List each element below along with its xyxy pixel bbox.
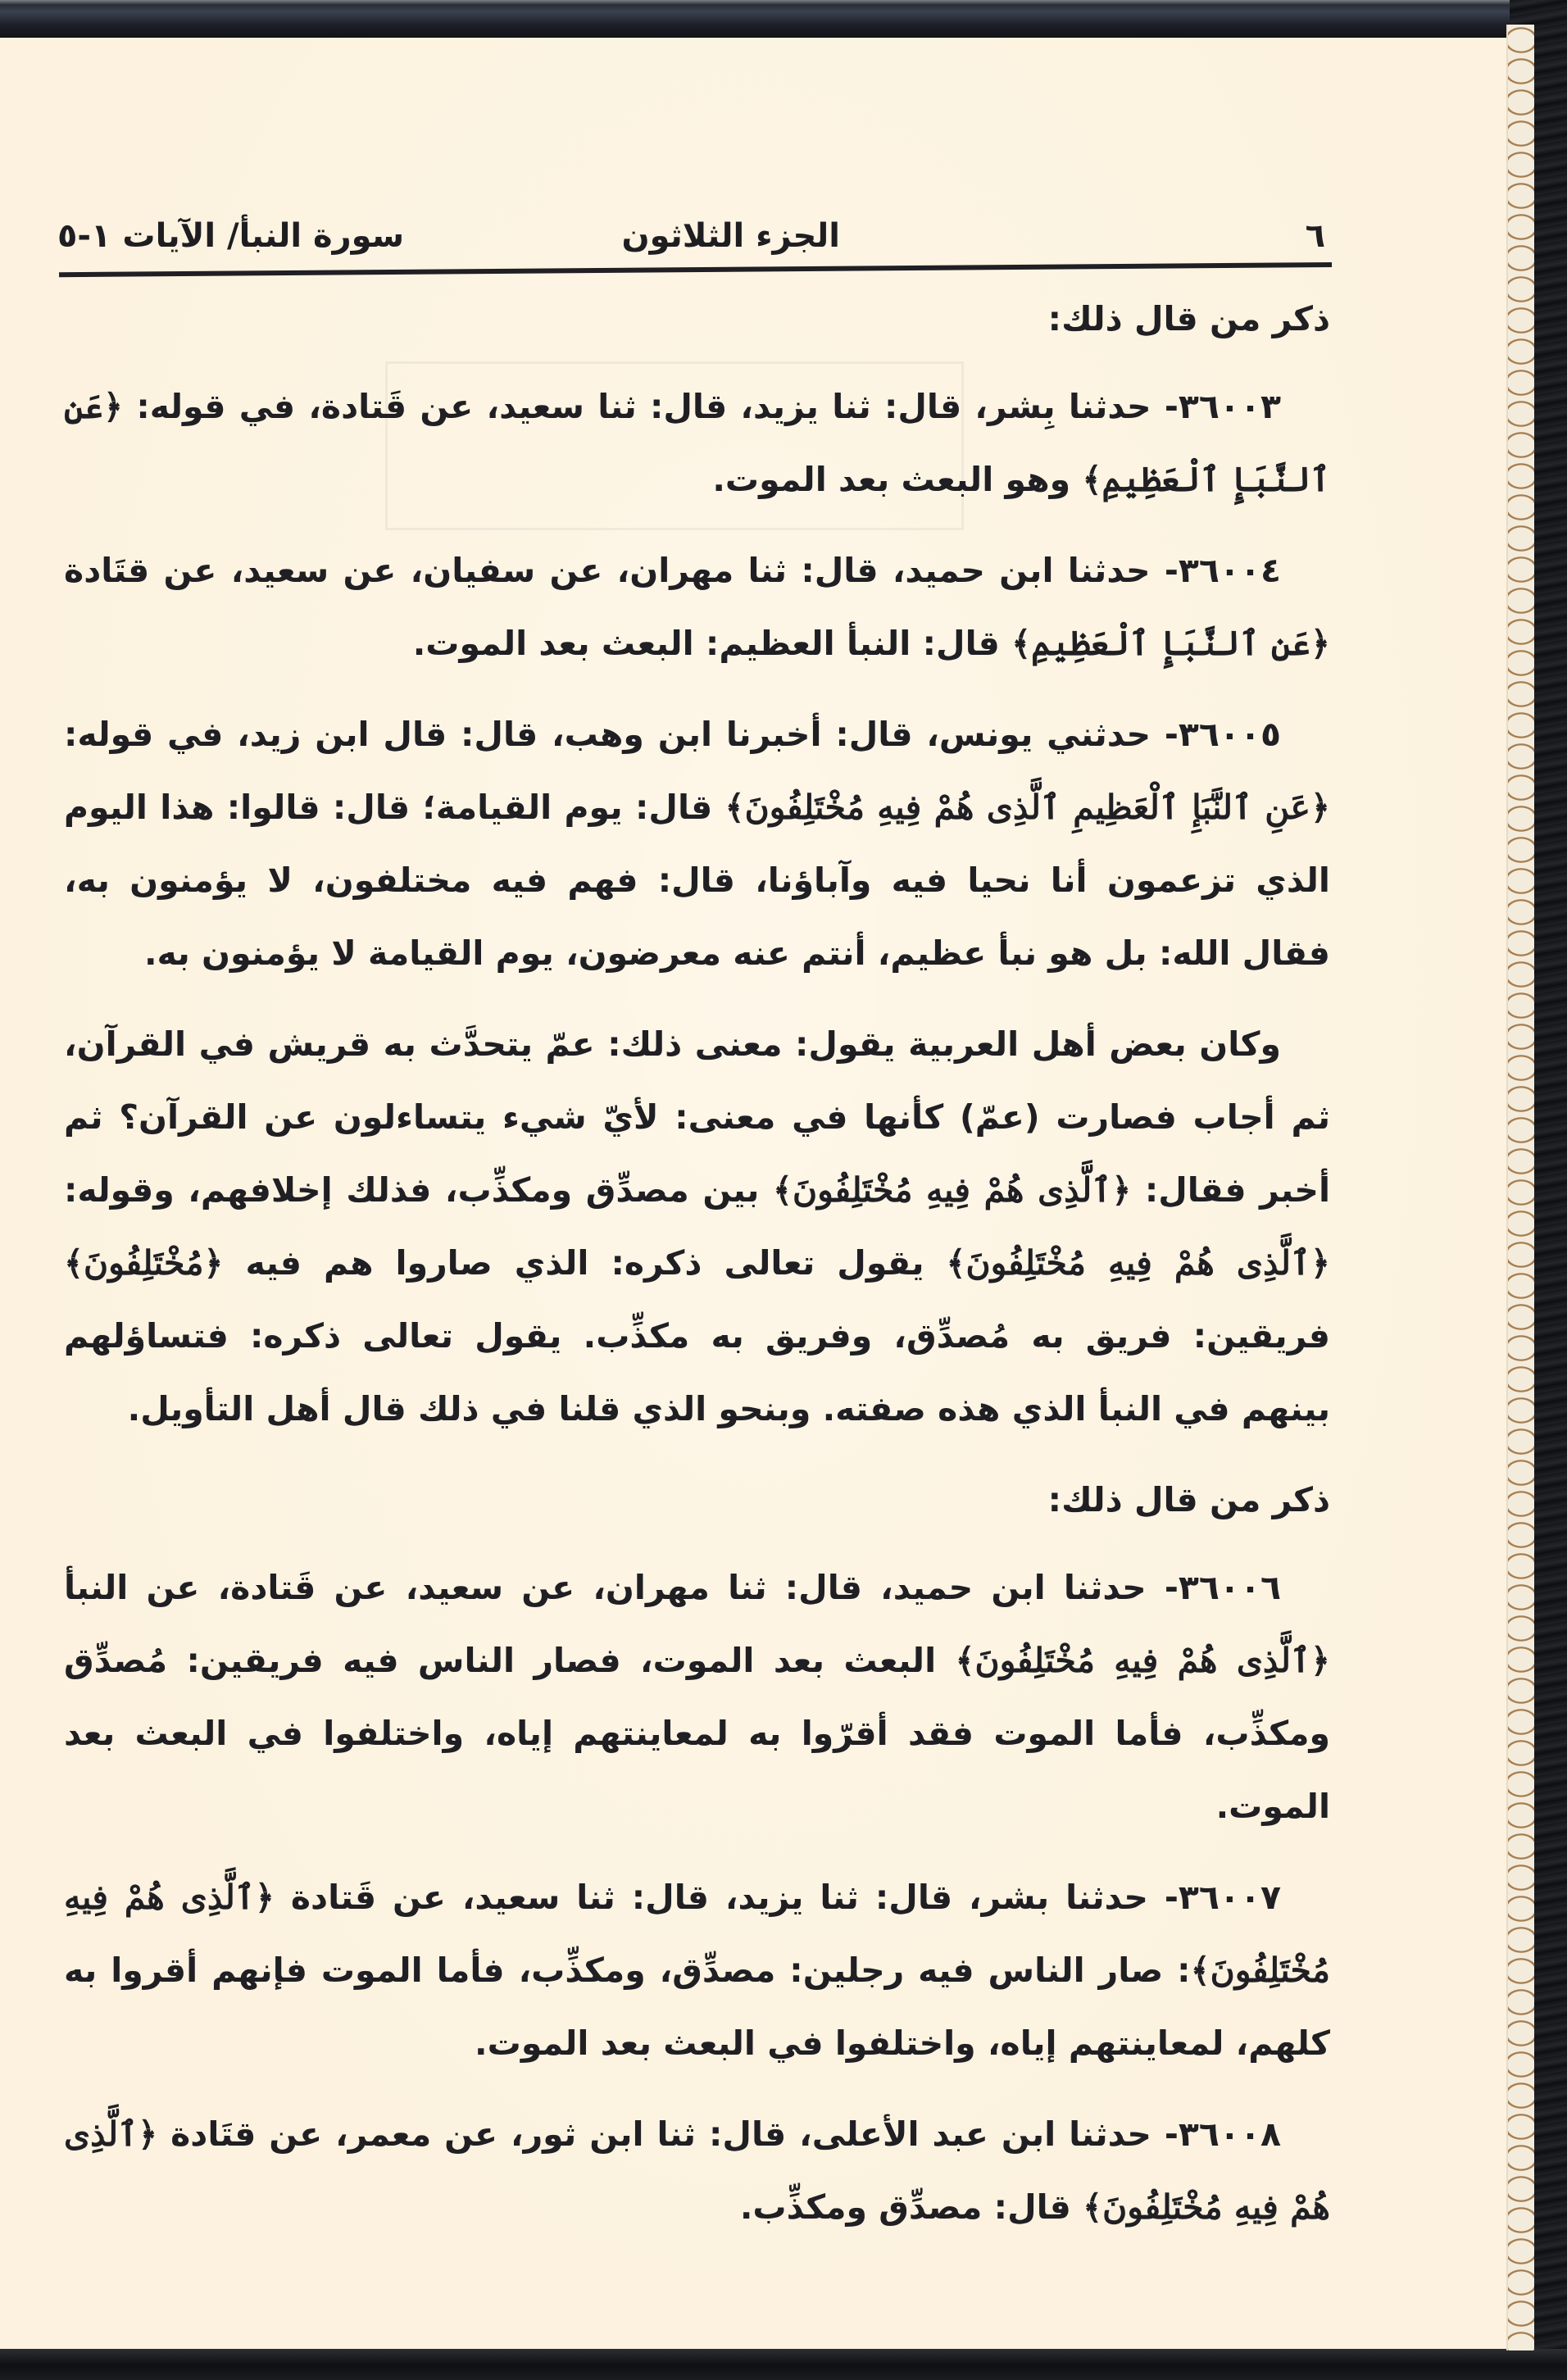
section-heading: ذكر من قال ذلك: <box>1047 1480 1330 1519</box>
quran-quote: ﴿ٱلَّذِى هُمْ فِيهِ مُخْتَلِفُونَ﴾ <box>64 2114 1330 2227</box>
quran-quote: ﴿ٱلَّذِى هُمْ فِيهِ مُخْتَلِفُونَ﴾ <box>64 1878 1330 1990</box>
text-segment: حدثنا بِشر، قال: ثنا يزيد، قال: ثنا سعيد، عن قَتادة، في قوله: <box>123 387 1165 426</box>
text-segment: حدثنا ابن حميد، قال: ثنا مهران، عن سعيد، عن قَتادة، عن النبأ <box>64 1568 1165 1607</box>
text-segment: حدثنا ابن عبد الأعلى، قال: ثنا ابن ثور، عن معمر، عن قتَادة <box>157 2114 1165 2154</box>
text-segment: حدثنا بشر، قال: ثنا يزيد، قال: ثنا سعيد، عن قَتادة <box>274 1878 1165 1917</box>
text-segment: حدثني يونس، قال: أخبرنا ابن وهب، قال: قال ابن زيد، في قوله: <box>64 715 1165 754</box>
text-segment: فريقين: فريق به مُصدِّق، وفريق به مكذِّب. يقول تعالى ذكره: فتساؤلهم بينهم في النبأ الذي هذه صفته. وبنحو الذي قلنا في ذلك قال أهل التأويل. <box>64 1316 1330 1428</box>
hadith-number: ٣٦٠٠٤- <box>1164 551 1281 590</box>
text-segment: وكان بعض أهل العربية يقول: معنى ذلك: عمّ يتحدَّث به قريش في القرآن، ثم أجاب فصارت (عمّ) كأنها في معنى: لأيّ شيء يتساءلون عن القرآن؟ ثم أخبر فقال: <box>64 1024 1330 1210</box>
hadith-paragraph <box>64 1551 1330 1843</box>
book-cover-bottom-edge <box>0 2349 1567 2380</box>
text-segment: قال: يوم القيامة؛ قال: قالوا: هذا اليوم الذي تزعمون أنا نحيا فيه وآباؤنا، قال: فهم فيه مختلفون، لا يؤمنون به، فقال الله: بل هو نبأ عظيم، أنتم عنه معرضون، يوم القيامة لا يؤمنون به. <box>64 788 1330 973</box>
page-body <box>64 283 1330 2262</box>
running-head <box>57 211 1332 269</box>
text-segment: قال: النبأ العظيم: البعث بعد الموت. <box>412 624 1012 663</box>
text-segment: : صار الناس فيه رجلين: مصدِّق، ومكذِّب، فأما الموت فإنهم أقروا به كلهم، لمعاينتهم إياه، واختلفوا في البعث بعد الموت. <box>64 1951 1330 2063</box>
page-edge-strip <box>1506 25 1534 2350</box>
hadith-paragraph <box>64 1861 1330 2080</box>
quran-quote: ﴿مُخْتَلِفُونَ﴾ <box>64 1243 224 1283</box>
hadith-number: ٣٦٠٠٨- <box>1164 2114 1281 2154</box>
hadith-paragraph <box>64 698 1330 990</box>
hadith-number: ٣٦٠٠٧- <box>1164 1878 1281 1917</box>
quran-quote: ﴿عَنِ ٱلنَّبَإِ ٱلْعَظِيمِ ٱلَّذِى هُمْ فِيهِ مُخْتَلِفُونَ﴾ <box>724 788 1330 827</box>
text-segment: يقول تعالى ذكره: الذي صاروا هم فيه <box>223 1243 947 1283</box>
commentary-paragraph <box>64 1008 1330 1446</box>
hadith-number: ٣٦٠٠٣- <box>1164 387 1281 426</box>
part-title: الجزء الثلاثون <box>621 217 840 255</box>
quran-quote: ﴿ٱلَّذِى هُمْ فِيهِ مُخْتَلِفُونَ﴾ <box>955 1641 1330 1680</box>
text-segment: وهو البعث بعد الموت. <box>712 460 1083 499</box>
quran-quote: ﴿عَنِ ٱلنَّبَإِ ٱلْعَظِيمِ﴾ <box>1011 624 1330 663</box>
hadith-paragraph <box>64 534 1330 680</box>
quran-quote: ﴿عَنِ ٱلنَّبَإِ ٱلْعَظِيمِ﴾ <box>64 387 1330 499</box>
hadith-number: ٣٦٠٠٥- <box>1164 715 1281 754</box>
hadith-number: ٣٦٠٠٦- <box>1164 1568 1281 1607</box>
page-number: ٦ <box>1305 217 1325 255</box>
text-segment: حدثنا ابن حميد، قال: ثنا مهران، عن سفيان، عن سعيد، عن قتَادة <box>64 551 1165 590</box>
surah-title: سورة النبأ/ الآيات ١-٥ <box>57 217 405 255</box>
quran-quote: ﴿ٱلَّذِى هُمْ فِيهِ مُخْتَلِفُونَ﴾ <box>946 1243 1331 1283</box>
text-segment: البعث بعد الموت، فصار الناس فيه فريقين: مُصدِّق ومكذِّب، فأما الموت فقد أقرّوا به لمعاينتهم إياه، واختلفوا في البعث بعد الموت. <box>64 1641 1330 1826</box>
book-cover-top-edge <box>0 0 1567 38</box>
quran-quote: ﴿ٱلَّذِى هُمْ فِيهِ مُخْتَلِفُونَ﴾ <box>773 1170 1132 1210</box>
section-heading: ذكر من قال ذلك: <box>1047 299 1330 338</box>
text-segment: قال: مصدِّق ومكذِّب. <box>739 2187 1083 2227</box>
text-segment: بين مصدِّق ومكذِّب، فذلك إخلافهم، وقوله: <box>64 1170 774 1210</box>
hadith-paragraph <box>64 2098 1330 2244</box>
hadith-paragraph <box>64 370 1330 516</box>
